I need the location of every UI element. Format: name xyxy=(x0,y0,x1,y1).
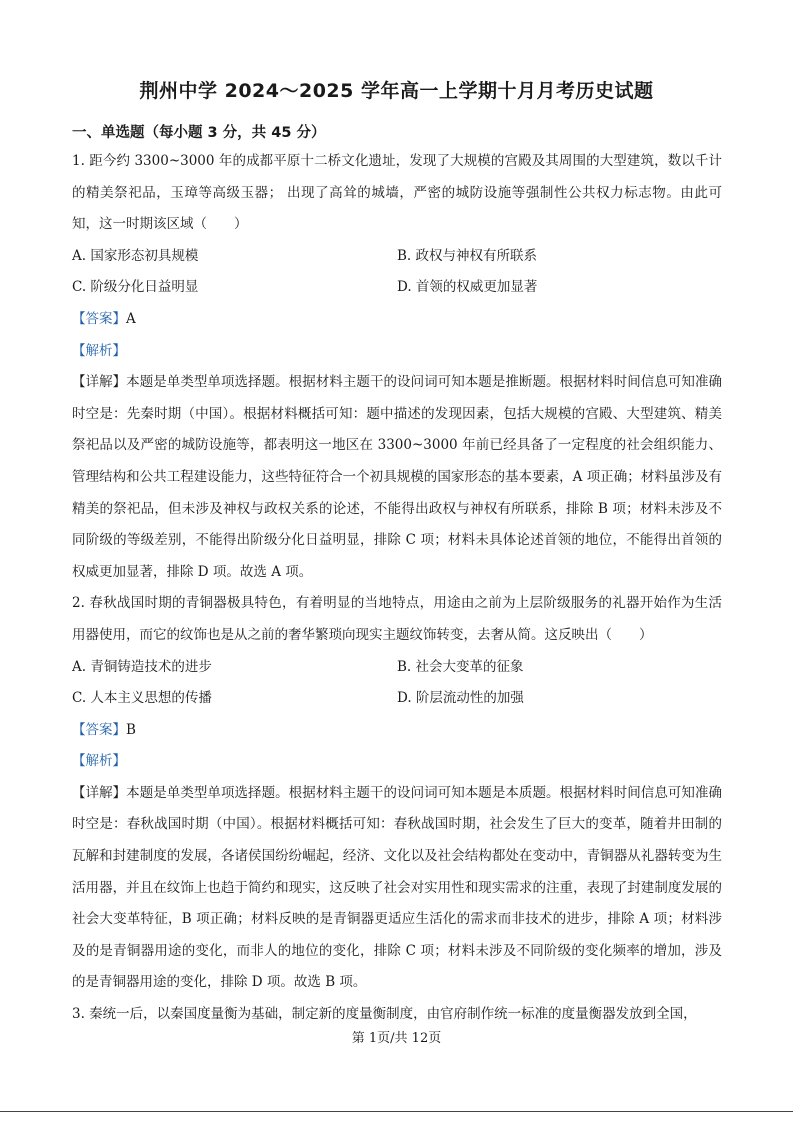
option-a: A. 国家形态初具规模 xyxy=(72,247,199,264)
option-b: B. 政权与神权有所联系 xyxy=(397,247,538,264)
section-heading: 一、单选题（每小题 3 分，共 45 分） xyxy=(72,125,326,141)
detail-text: 本题是单类型单项选择题。根据材料主题干的设问词可知本题是本质题。根据材料时间信息可知准确时空是：春秋战国时期（中国）。根据材料概括可知：春秋战国时期，社会发生了巨大的变革，随着井田制的瓦解和封建制度的发展，各诸侯国纷纷崛起，经济、文化以及社会结构都处在变动中，青铜器从礼器转变为生活用器，并且在纹饰上也趋于简约和现实，这反映了社会对实用性和现实需求的注重，表现了封建制度发展的社会大变革特征，B 项正确；材料反映的是青铜器更适应生活化的需求而非技术的进步，排除 A 项；材料涉及的是青铜器用途的变化，而非人的地位的变化，排除 C 项；材料未涉及不同阶级的变化频率的增加，涉及的是青铜器用途的变化，排除 D 项。故选 B 项。 xyxy=(72,784,723,991)
question-2-options xyxy=(72,652,722,715)
answer-tag: 【答案】 xyxy=(72,310,126,327)
option-a: A. 青铜铸造技术的进步 xyxy=(72,658,212,675)
question-3 xyxy=(72,999,722,1031)
page-footer: 第 1页/共 12页 xyxy=(351,1031,442,1046)
option-c: C. 阶级分化日益明显 xyxy=(72,279,199,296)
option-b: B. 社会大变革的征象 xyxy=(397,658,524,675)
analysis-line xyxy=(72,336,722,368)
option-d: D. 首领的权威更加显著 xyxy=(397,279,538,296)
option-c: C. 人本主义思想的传播 xyxy=(72,690,212,707)
answer-line xyxy=(72,304,722,336)
option-d: D. 阶层流动性的加强 xyxy=(397,690,524,707)
document-body xyxy=(72,146,722,1031)
bottom-divider xyxy=(0,1111,793,1112)
question-1-options xyxy=(72,241,722,304)
detail-paragraph xyxy=(72,367,722,588)
detail-paragraph xyxy=(72,778,722,999)
exam-title: 荆州中学 2024～2025 学年高一上学期十月月考历史试题 xyxy=(139,80,654,102)
analysis-tag: 【解析】 xyxy=(72,753,126,770)
answer-line xyxy=(72,715,722,747)
question-2-stem: 2. 春秋战国时期的青铜器极具特色，有着明显的当地特点，用途由之前为上层阶级服务的礼器开始作为生活用器使用，而它的纹饰也是从之前的奢华繁琐向现实主题纹饰转变，去奢从简。这反映出（ ） xyxy=(72,595,722,643)
answer-value: A xyxy=(126,310,136,327)
answer-value: B xyxy=(126,721,136,738)
question-2 xyxy=(72,588,722,999)
question-1-stem: 1. 距今约 3300~3000 年的成都平原十二桥文化遗址，发现了大规模的宫殿及其周围的大型建筑，数以千计的精美祭祀品，玉璋等高级玉器； 出现了高耸的城墙，严密的城防设施等强制性公共权力标志物。由此可知，这一时期该区域（ ） xyxy=(72,153,722,233)
detail-tag: 【详解】 xyxy=(72,784,127,801)
detail-text: 本题是单类型单项选择题。根据材料主题干的设问词可知本题是推断题。根据材料时间信息可知准确时空是：先秦时期（中国）。根据材料概括可知：题中描述的发现因素，包括大规模的宫殿、大型建筑、精美祭祀品以及严密的城防设施等，都表明这一地区在 3300~3000 年前已经具备了一定程度的社会组织能力、管理结构和公共工程建设能力，这些特征符合一个初具规模的国家形态的基本要素，A 项正确；材料虽涉及有精美的祭祀品，但未涉及神权与政权关系的论述，不能得出政权与神权有所联系，排除 B 项；材料未涉及不同阶级的等级差别，不能得出阶级分化日益明显，排除 C 项；材料未具体论述首领的地位，不能得出首领的权威更加显著，排除 D 项。故选 A 项。 xyxy=(72,374,723,580)
analysis-tag: 【解析】 xyxy=(72,342,126,359)
answer-tag: 【答案】 xyxy=(72,721,126,738)
question-1 xyxy=(72,146,722,588)
detail-tag: 【详解】 xyxy=(72,374,127,391)
question-3-stem: 3. 秦统一后，以秦国度量衡为基础，制定新的度量衡制度，由官府制作统一标准的度量衡器发放到全国， xyxy=(72,1006,697,1023)
analysis-line xyxy=(72,746,722,778)
